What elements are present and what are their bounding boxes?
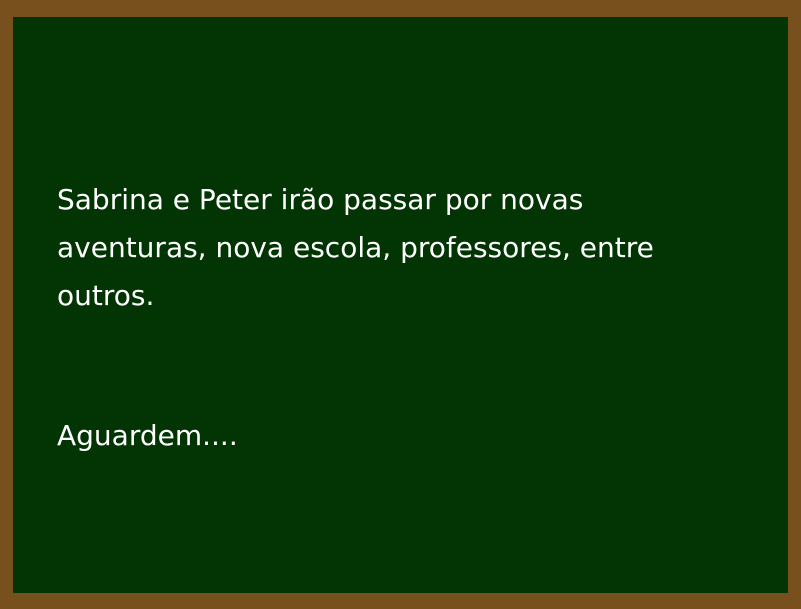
announcement-paragraph	[57, 176, 757, 320]
closing-text: Aguardem....	[57, 419, 238, 452]
paragraph-line-3: outros.	[57, 279, 155, 312]
paragraph-line-2: aventuras, nova escola, professores, entre	[57, 231, 654, 264]
paragraph-line-1: Sabrina e Peter irão passar por novas	[57, 183, 584, 216]
